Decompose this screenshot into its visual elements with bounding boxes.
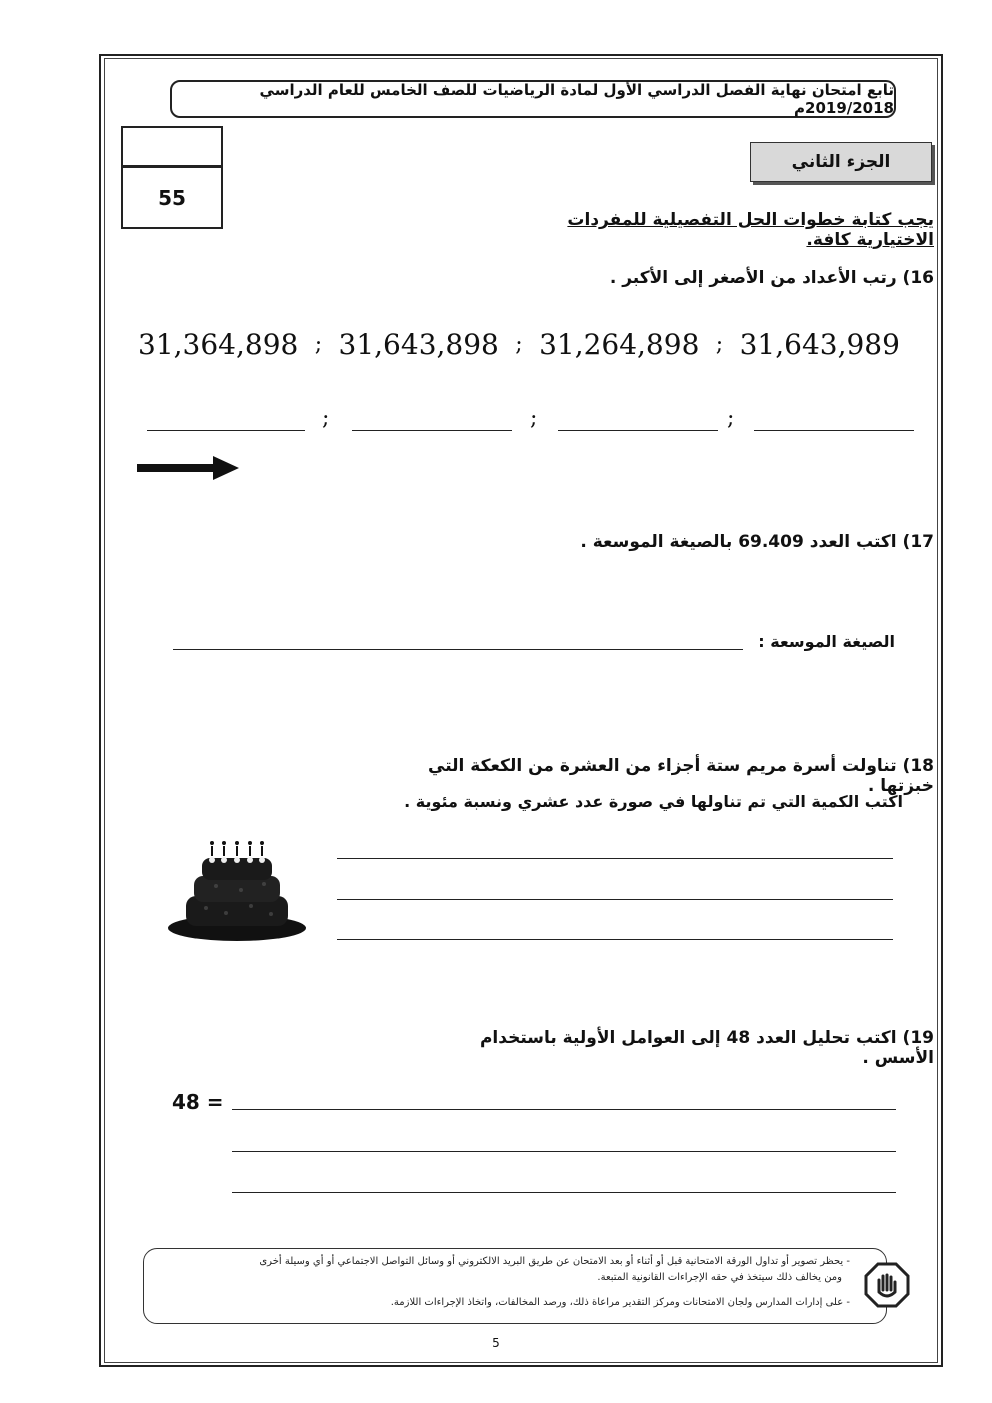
instruction: يجب كتابة خطوات الحل التفصيلية للمفردات الاختيارية كافة.: [567, 210, 934, 250]
part-label: [750, 142, 932, 182]
q19-text: 19) اكتب تحليل العدد 48 إلى العوامل الأولية باستخدام الأسس .: [479, 1028, 934, 1068]
q19-answer-line-2[interactable]: [232, 1151, 896, 1152]
score-box: [121, 126, 223, 229]
q16-answer-blank-4[interactable]: [754, 430, 914, 431]
footer-rule-2: - على إدارات المدارس ولجان الامتحانات ومركز التقدير مراعاة ذلك، ورصد المخالفات، واتخاذ الإجراءات اللازمة.: [390, 1297, 850, 1308]
q18-text-line1: 18) تناولت أسرة مريم ستة أجزاء من العشرة من الكعكة التي خبزتها .: [428, 756, 934, 796]
q16-separator: ;: [715, 332, 724, 357]
q16-numbers: [138, 328, 900, 361]
page-number: 5: [492, 1336, 500, 1350]
q19-lhs: 48 =: [172, 1090, 224, 1114]
q18-answer-line-1[interactable]: [337, 858, 893, 859]
q16-separator: ;: [530, 406, 538, 431]
q18-text-line2: اكتب الكمية التي تم تناولها في صورة عدد عشري ونسبة مئوية .: [404, 792, 903, 811]
part-label-text: الجزء الثاني: [791, 152, 891, 172]
exam-header: [170, 80, 896, 118]
q16-answer-blank-3[interactable]: [558, 430, 718, 431]
score-value: 55: [158, 186, 186, 210]
score-divider: [123, 165, 221, 168]
q16-number-4: 31,643,989: [739, 328, 900, 361]
footer-rule-1b: ومن يخالف ذلك سيتخذ في حقه الإجراءات القانونية المتبعة.: [597, 1272, 842, 1283]
q17-text: 17) اكتب العدد 69.409 بالصيغة الموسعة .: [580, 532, 934, 552]
q16-separator: ;: [314, 332, 323, 357]
q16-text: 16) رتب الأعداد من الأصغر إلى الأكبر .: [609, 268, 934, 288]
page-frame-inner: [104, 58, 938, 1363]
q19-answer-line-1[interactable]: [232, 1109, 896, 1110]
footer-rule-1: - يحظر تصوير أو تداول الورقة الامتحانية قبل أو أثناء أو بعد الامتحان عن طريق البريد الالكتروني أو وسائل التواصل الاجتماعي أو أي وسيلة أخرى: [259, 1256, 850, 1267]
q16-answer-blank-1[interactable]: [147, 430, 305, 431]
arrow-right-icon: [137, 455, 241, 481]
q18-answer-line-2[interactable]: [337, 899, 893, 900]
q17-answer-line[interactable]: [173, 649, 743, 650]
q19-answer-line-3[interactable]: [232, 1192, 896, 1193]
q16-separator: ;: [322, 406, 330, 431]
q16-separator: ;: [515, 332, 523, 357]
cake-icon: [166, 838, 308, 944]
q16-separator: ;: [727, 406, 735, 431]
q18-answer-line-3[interactable]: [337, 939, 893, 940]
stop-hand-icon: [864, 1262, 910, 1308]
q17-answer-label: الصيغة الموسعة :: [758, 632, 895, 651]
q16-number-3: 31,264,898: [539, 328, 700, 361]
q16-number-1: 31,364,898: [138, 328, 299, 361]
q16-answer-blank-2[interactable]: [352, 430, 512, 431]
exam-header-title: تابع امتحان نهاية الفصل الدراسي الأول لمادة الرياضيات للصف الخامس للعام الدراسي 2019/2018م: [259, 81, 894, 117]
q16-number-2: 31,643,898: [338, 328, 499, 361]
